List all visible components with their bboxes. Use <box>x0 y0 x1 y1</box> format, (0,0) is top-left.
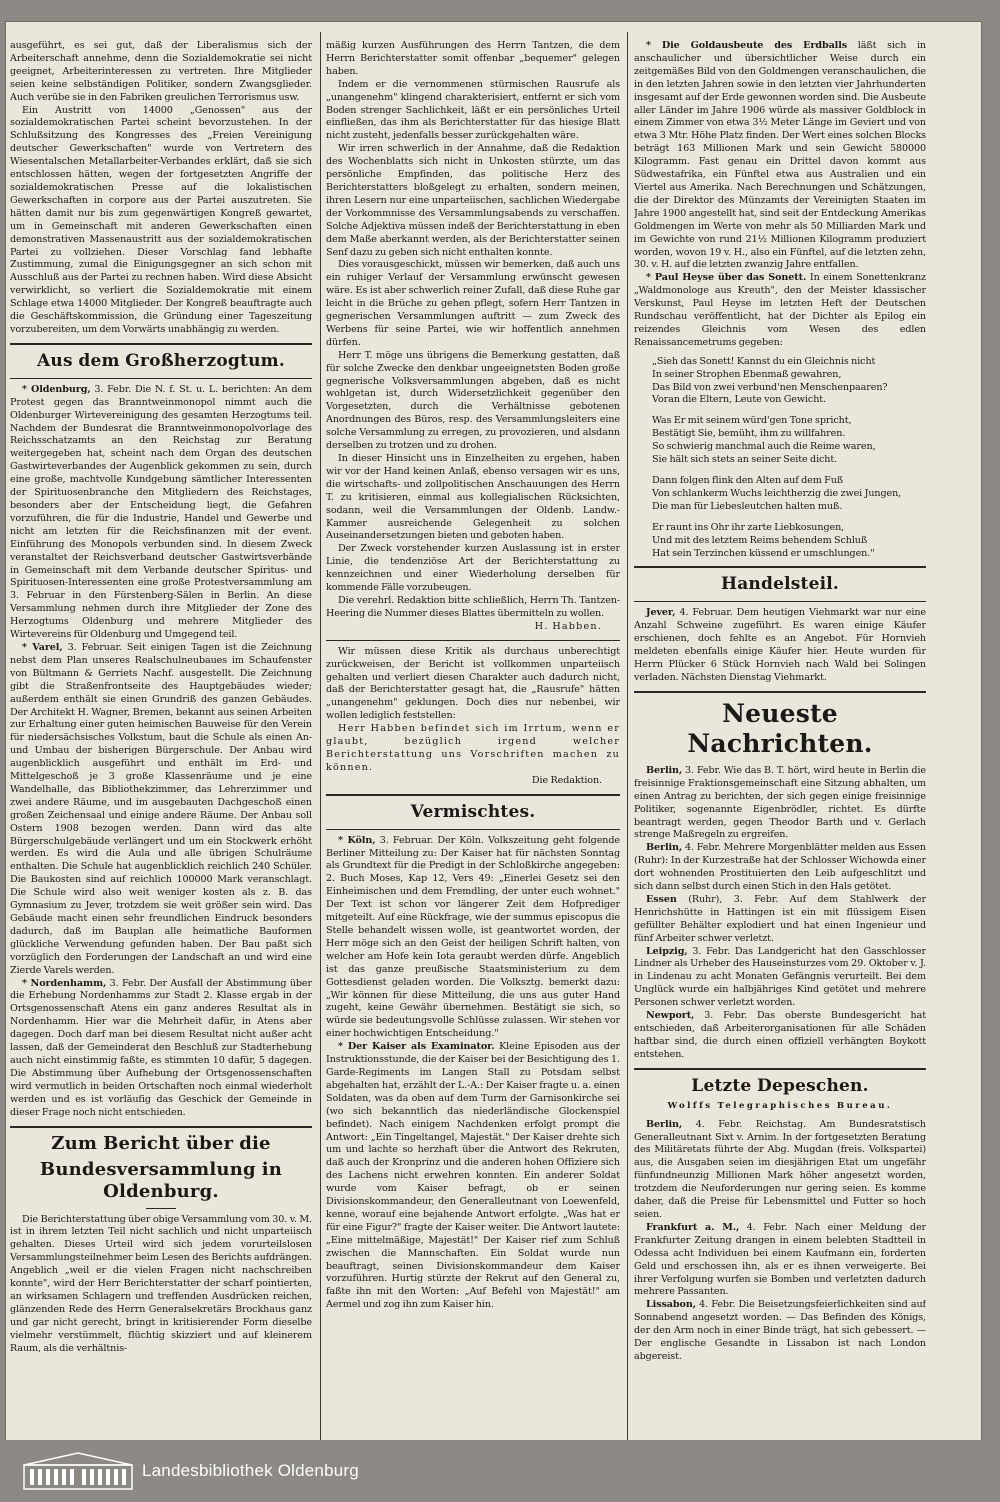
section-heading: Vermischtes. <box>410 801 536 822</box>
dateline: * Nordenhamm, <box>22 977 107 989</box>
dateline: * Oldenburg, <box>22 383 91 395</box>
column-2 <box>326 40 620 1432</box>
news-item <box>634 1299 926 1364</box>
news-text: 3. Febr. Der Ausfall der Abstimmung über die Erhebung Nordenhamms zur Stadt 2. Klasse ergab in der Ortsgenossenschaft Atens ein ganz anderes Resultat als in Nordenhamm. Hier war die Mehrheit dafür, in Atens aber dagegen. Doch darf man bei diesem Resultat nicht außer acht lassen, daß der Gemeinderat den Beschluß zur Stadterhebung auch nicht einstimmig faßte, es stimmten 10 dafür, 5 dagegen. Die Abstimmung über Aufhebung der Ortsgenossenschaften wird vermutlich in beiden Ortschaften noch einmal wiederholt werden und es ist vorläufig das Geschick der Gemeinde in dieser Frage noch nicht entschieden. <box>10 977 312 1118</box>
section-divider <box>326 829 620 830</box>
column-1 <box>10 40 312 1432</box>
news-item <box>634 946 926 1011</box>
poem-line: Hat sein Terzinchen küssend er umschlungen." <box>652 547 875 559</box>
section-divider <box>634 566 926 568</box>
dateline: * Varel, <box>22 641 63 653</box>
poem-line: Bestätigt Sie, bemüht, ihm zu willfahren. <box>652 428 846 440</box>
article-paragraph: Indem er die vernommenen stürmischen Rausrufe als „unangenehm" klingend charakterisiert, entfernt er sich vom Boden strenger Sachlichkeit, läßt er ein persönliches Urteil einfließen, das ihm als Berichterstatter für das hiesige Blatt nicht zusteht, jedenfalls besser zurückgehalten wäre. <box>326 78 620 142</box>
poem-line: Er raunt ins Ohr ihr zarte Liebkosungen, <box>652 521 845 533</box>
news-text: läßt sich in anschaulicher und übersichtlicher Weise durch ein zeitgemäßes Bild von den Goldmengen veranschaulichen, die in den letzten Jahren sowie in den letzten vier Jahrhunderten insgesamt auf der Erde gewonnen worden sind. Die Ausbeute aller Länder im Jahre 1906 würde als massiver Goldblock in einem Zimmer von etwa 3½ Meter Länge im Geviert und von etwa 3 Mtr. Höhe Platz finden. Der Wert eines solchen Blocks beträgt 163 Millionen Mark und sein Gewicht 580000 Kilogramm. Fast genau ein Drittel davon kommt aus Südwestafrika, ein Fünftel etwa aus Australien und ein Viertel aus Amerika. Nach Berechnungen und Schätzungen, die der Direktor des Münzamts der Vereinigten Staaten im Jahre 1900 angestellt hat, sind seit der Entdeckung Amerikas Goldmengen im Werte von mehr als 50 Milliarden Mark und im Gewichte von rund 21½ Millionen Kilogramm produziert worden, wovon 19 v. H., also ein Fünftel, auf die letzten zehn, 30. v. H. auf die letzten zwanzig Jahre entfallen. <box>634 40 926 271</box>
section-divider <box>326 794 620 796</box>
article-paragraph: Herr Habben befindet sich im Irrtum, wenn er glaubt, bezüglich irgend welcher Berichterstattung uns Vorschriften machen zu können. <box>326 723 620 773</box>
news-text: 3. Febr. Wie das B. T. hört, wird heute in Berlin die freisinnige Fraktionsgemeinschaft eine Sitzung abhalten, um einen Antrag zu berichten, der sich gegen einige freisinnige Politiker, sogenannte Eigenbrödler, richtet. Es dürfte beantragt werden, gegen Theodor Barth und v. Gerlach strenge Maßregeln zu ergreifen. <box>634 764 926 841</box>
news-item <box>10 384 312 642</box>
column-rule <box>627 32 628 1440</box>
newspaper-page <box>6 22 981 1440</box>
news-item <box>634 1222 926 1299</box>
news-text: 4. Februar. Dem heutigen Viehmarkt war nur eine Anzahl Schweine zugeführt. Es waren einige Käufer erschienen, doch fehlte es an Angebot. Für Hornvieh meldeten ebenfalls einige Käufer hier. Heute wurden für Herrn Plücker 6 Stück Hornvieh nach Wald bei Solingen verladen. Nächsten Dienstag Viehmarkt. <box>634 607 926 683</box>
article-paragraph: Ein Austritt von 14000 „Genossen" aus der sozialdemokratischen Partei scheint bevorzustehen. In der Schlußsitzung des Kongresses des „Freien Vereinigung deutscher Gewerkschaften" wurde von Vertretern des Wiesentalschen Metallarbeiter-Verbandes erklärt, daß sie sich entschlossen hätten, wegen der fortgesetzten Angriffe der sozialdemokratischen Presse auf die lokalistischen Gewerkschaften in corpore aus der Partei auszutreten. Sie hätten damit nur bis zum gegenwärtigen Kongreß gewartet, um in Gemeinschaft mit anderen Gewerkschaften einen demonstrativen Massenaustritt aus der sozialdemokratischen Partei zu vollziehen. Dieser Vorschlag fand lebhafte Zustimmung, zumal die Einigungsgegner an sich schon mit Ausschluß aus der Partei zu rechnen haben. Wird diese Absicht verwirklicht, so verliert die Sozialdemokratie mit einem Schlage etwa 14000 Mitglieder. Der Kongreß beauftragte auch die Geschäftskommission, die Gründung einer Tageszeitung vorzubereiten, um dem Vorwärts unabhängig zu werden. <box>10 104 312 335</box>
news-item <box>634 765 926 842</box>
poem-line: Und mit des letztem Reims behendem Schluß <box>652 534 868 546</box>
section-heading: Zum Bericht über die <box>51 1132 271 1154</box>
news-item <box>326 835 620 1042</box>
dateline: Lissabon, <box>646 1299 696 1311</box>
section-divider <box>634 1068 926 1070</box>
news-item <box>634 1119 926 1222</box>
news-item <box>634 40 926 272</box>
library-footer <box>0 1440 1000 1502</box>
news-text: 4. Febr. Nach einer Meldung der Frankfurter Zeitung drangen in einem belebten Stadtteil in Odessa acht Individuen bei einem Kaufmann ein, forderten Geld und erschossen ihn, als er es ihnen verweigerte. Bei ihrer Verfolgung wurfen sie Bomben und verletzten dadurch mehrere Passanten. <box>634 1221 926 1298</box>
article-paragraph: In dieser Hinsicht uns in Einzelheiten zu ergehen, haben wir vor der Hand keinen Anlaß, ebenso versagen wir es uns, die wirtschafts- und zollpolitischen Anschauungen des Herrn T. zu kritisieren, einmal aus kollegialischen Rücksichten, sodann, weil die Versammlungen der Oldenb. Landw.-Kammer ausreichende Gelegenheit zu solchen Auseinandersetzungen bieten und geboten haben. <box>326 453 620 542</box>
dateline: Frankfurt a. M., <box>646 1221 740 1233</box>
news-item <box>326 1041 620 1312</box>
dateline: * Der Kaiser als Examinator. <box>338 1041 495 1053</box>
article-paragraph: Dies vorausgeschickt, müssen wir bemerken, daß auch uns ein ruhiger Verlauf der Versammlung erwünscht gewesen wäre. Es ist aber schwerlich reiner Zufall, daß diese Ruhe gar leicht in die Brüche zu gehen pflegt, sofern Herr Tantzen in gegnerischen Versammlungen auftritt — zum Zweck des Werbens für seine Partei, wie wir hoffentlich annehmen dürfen. <box>326 259 620 348</box>
section-divider <box>634 691 926 693</box>
section-heading: Bundesversammlung in Oldenburg. <box>39 1158 283 1202</box>
poem-line: In seiner Strophen Ebenmaß gewahren, <box>652 368 842 380</box>
dateline: Leipzig, <box>646 945 688 957</box>
news-text: 3. Febr. Das oberste Bundesgericht hat entschieden, daß Arbeiterorganisationen für alle Schäden haftbar sind, die durch einen offiziell verhängten Boykott entstehen. <box>634 1010 926 1060</box>
library-building-icon <box>22 1451 134 1491</box>
poem <box>634 356 926 561</box>
news-text: 3. Februar. Der Köln. Volkszeitung geht folgende Berliner Mitteilung zu: Der Kaiser hat für nächsten Sonntag als Grundtext für die Predigt in der Schloßkirche angegeben: 2. Buch Moses, Kap 12, Vers 49: „Einerlei Gesetz sei den Einheimischen und dem Fremdling, der unter euch wohnet." Der Text ist schon vor längerer Zeit dem Hofprediger mitgeteilt. Auf eine Rückfrage, wie der summus episcopus die Stelle behandelt wissen wolle, ist geantwortet worden, der Herr möge sich an den Geist der heiligen Schrift halten, von welcher am Hofe kein Iota geraubt werden dürfe. Angeblich ist das ganze preußische Staatsministerium zu dem Gottesdienst geladen worden. Die Volksztg. bemerkt dazu: „Wir können für diese Mitteilung, die uns aus guter Hand zugeht, keine Gewähr übernehmen. Bestätigt sie sich, so würde sie bedeutungsvolle Schlüsse zulassen. Wir stehen vor einer hochwichtigen Entscheidung." <box>326 834 620 1040</box>
dateline: Berlin, <box>646 764 683 776</box>
dateline: * Die Goldausbeute des Erdballs <box>646 40 848 51</box>
poem-line: So schwierig manchmal auch die Reime waren, <box>652 441 876 453</box>
news-text: 4. Febr. Mehrere Morgenblätter melden aus Essen (Ruhr): In der Kurzestraße hat der Schlosser Wichowda einer dort wohnenden Prostituierten den Leib aufgeschlitzt und sich dann selbst durch einen Stich in den Hals getötet. <box>634 842 926 893</box>
signature: H. Habben. <box>534 620 602 632</box>
poem-line: Von schlankerm Wuchs leichtherzig die zwei Jungen, <box>652 487 902 499</box>
news-item <box>634 842 926 894</box>
column-3 <box>634 40 926 1432</box>
news-text: 4. Febr. Die Beisetzungsfeierlichkeiten sind auf Sonnabend angesetzt worden. — Das Befinden des Königs, der den Arm noch in einer Binde trägt, hat sich gebessert. — Der englische Gesandte in Lissabon ist nach London abgereist. <box>634 1299 926 1362</box>
news-item <box>634 1010 926 1062</box>
news-text: Kleine Episoden aus der Instruktionsstunde, die der Kaiser bei der Besichtigung des 1. Garde-Regiments im Langen Stall zu Potsdam selbst abgehalten hat, erzählt der L.-A.: Der Kaiser fragte u. a. einen Soldaten, was da oben auf dem Turm der Garnisonkirche sei (wo sich bekanntlich das niederländische Glockenspiel befindet). Nach einigem Nachdenken erfolgt prompt die Antwort: „Ein Tingeltangel, Majestät." Der Kaiser drehte sich um und lachte so herzhaft über die Antwort des Rekruten, daß auch der Kronprinz und die anderen hohen Offiziere sich des Lachens nicht erwehren konnten. Ein anderer Soldat wurde vom Kaiser befragt, ob er seinen Divisionskommandeur, den Generalleutnant von Loewenfeld, kenne, worauf eine bejahende Antwort erfolgte. „Was hat er für eine Figur?" fragte der Kaiser weiter. Die Antwort lautete: „Eine mittelmäßige, Majestät!" Der Kaiser rief zum Schluß zwischen die Mannschaften. Ein Soldat wurde nun beauftragt, seinen Divisionskommandeur dem Kaiser vorzuführen. Hurtig stürzte der Rekrut auf den General zu, faßte ihn mit den Worten: „Auf Befehl von Majestät!" am Aermel und zog ihn zum Kaiser hin. <box>326 1041 620 1311</box>
dateline: Newport, <box>646 1010 695 1022</box>
poem-line: Sie hält sich stets an seiner Seite dicht. <box>652 454 838 466</box>
news-text: 3. Februar. Seit einigen Tagen ist die Zeichnung nebst dem Plan unseres Realschulneubaues im Schaufenster von Bültmann & Gerriets Nachf. ausgestellt. Die Zeichnung gibt die Straßenfrontseite des Hauptgebäudes wieder; außerdem enthält sie einen Grundriß des ganzen Gebäudes. Der Architekt H. Wagner, Bremen, bekannt aus seinen Arbeiten zur Erhaltung einer guten heimischen Bauweise für den Verein für niedersächsisches Volkstum, baut die Schule als einen An- und Umbau der bisherigen Bürgerschule. Der Anbau wird augenblicklich ausgeführt und enthält im Erd- und Mittelgeschoß je 3 große Klassenräume und je eine Wandelhalle, das Bibliothekzimmer, das Lehrerzimmer und zwei andere Räume, und im ausgebauten Dachgeschoß einen großen Zeichensaal und einige andere Räume. Der Anbau soll Ostern 1908 bezogen werden. Dann wird das alte Bürgerschulgebäude verlängert und um ein Stockwerk erhöht werden. Es wird die Aula und alle übrigen Schulräume enthalten. Die Schule hat augenblicklich reichlich 240 Schüler. Die Baukosten sind auf reichlich 100000 Mark veranschlagt. Die Schule wird also weit weniger kosten als z. B. das Gymnasium zu Jever, trotzdem sie weit größer sein wird. Das Gebäude macht einen sehr freundlichen Eindruck besonders dadurch, daß im Bauplan alle heimatliche Bauformen glückliche Verwendung gefunden haben. Der Bau paßt sich vorzüglich den Forderungen der Landschaft an und wird eine Zierde Varels werden. <box>10 641 312 976</box>
section-heading: Neueste Nachrichten. <box>687 698 873 758</box>
poem-line: „Sieh das Sonett! Kannst du ein Gleichnis nicht <box>652 355 876 367</box>
news-item <box>634 894 926 946</box>
news-text: (Ruhr), 3. Febr. Auf dem Stahlwerk der Henrichshütte in Hattingen ist ein mit flüssigem Eisen gefüllter Behälter explodiert und hat einen Ingenieur und fünf Arbeiter schwer verletzt. <box>634 893 926 944</box>
news-text: 4. Febr. Reichstag. Am Bundesratstisch Generalleutnant Sixt v. Arnim. In der fortgesetzten Beratung des Militäretats führte der Abg. Mugdan (freis. Volkspartei) aus, die Ausgaben seien im diesjährigen Etat um ungefähr fünfundneunzig Millionen Mark höher angesetzt worden, trotzdem die Neuforderungen nur gering seien. Es komme daher, daß die Preise für Lebensmittel und Futter so hoch seien. <box>634 1118 926 1220</box>
news-text: In einem Sonettenkranz „Waldmonologe aus Kreuth", den der Meister klassischer Verskunst, Paul Heyse im letzten Heft der Deutschen Rundschau veröffentlicht, hat der Dichter als Epilog ein reizendes Gleichnis vom Wesen des edlen Renaissancemetrums gegeben: <box>634 272 926 348</box>
section-divider <box>146 1208 176 1209</box>
article-paragraph: Die verehrl. Redaktion bitte schließlich, Herrn Th. Tantzen-Heering die Nummer dieses Blattes übermitteln zu wollen. <box>326 594 620 619</box>
poem-line: Das Bild von zwei verbund'nen Menschenpaaren? <box>652 381 888 393</box>
article-paragraph: Die Berichterstattung über obige Versammlung vom 30. v. M. ist in ihrem letzten Teil nicht sachlich und nicht unparteiisch gehalten. Dieses Urteil wird sich jedem vorurteilslosen Versammlungsteilnehmer beim Lesen des Berichts aufdrängen. Angeblich „weil er die vielen Fragen nicht nachschreiben konnte", wird der Herr Berichterstatter der scharf pointierten, an wirksamen Schlagern und treffenden Ausdrücken reichen, glänzenden Rede des Herrn Generalsekretärs Brockhaus ganz und gar nicht gerecht, bringt in kritisierender Form dieselbe vielmehr verstümmelt, flüchtig skizziert und auf kleinerem Raum, als die verhältnis- <box>10 1213 312 1354</box>
news-item <box>10 642 312 978</box>
section-divider <box>634 601 926 602</box>
agency-line: Wolffs Telegraphisches Bureau. <box>667 1100 893 1111</box>
dateline: Jever, <box>646 607 676 619</box>
dateline: Berlin, <box>646 842 683 854</box>
dateline: * Paul Heyse über das Sonett. <box>646 272 807 284</box>
section-divider <box>10 378 312 379</box>
section-heading: Handelsteil. <box>720 574 840 595</box>
article-paragraph: Wir irren schwerlich in der Annahme, daß die Redaktion des Wochenblatts sich nicht in Unkosten stürzte, um das persönliche Empfinden, das politische Herz des Berichterstatters bloßgelegt zu erhalten, sondern meinen, ihren Lesern nur eine unparteiischen, sachlichen Wiedergabe der Vorkommnisse des Versammlungsabends zu verschaffen. Solche Adjektiva müssen indeß der Berichterstattung in eben dem Maße aberkannt werden, als der Berichterstatter seinen Senf dazu zu geben sich nicht enthalten konnte. <box>326 143 620 258</box>
poem-line: Was Er mit seinem würd'gen Tone spricht, <box>652 415 852 427</box>
poem-line: Dann folgen flink den Alten auf dem Fuß <box>652 475 844 486</box>
article-paragraph: Wir müssen diese Kritik als durchaus unberechtigt zurückweisen, der Bericht ist vollkommen unparteiisch gehalten und verliert diesen Charakter auch dadurch nicht, daß der Berichterstatter gesagt hat, die „Rausrufe" hätten „unangenehm" geklungen. Doch dies nur nebenbei, wir wollen lediglich feststellen: <box>326 645 620 722</box>
news-text: 3. Febr. Das Landgericht hat den Gasschlosser Lindner als Urheber des Hauseinsturzes vom 29. Oktober v. J. in Lindenau zu acht Monaten Gefängnis verurteilt. Bei dem Unglück wurde ein halbjähriges Kind getötet und mehrere Personen schwer verletzt worden. <box>634 945 926 1009</box>
dateline: * Köln, <box>338 834 376 846</box>
section-divider <box>10 343 312 345</box>
news-item <box>634 272 926 349</box>
news-item <box>634 607 926 684</box>
poem-line: Die man für Liebesleutchen halten muß. <box>652 500 843 512</box>
dateline: Berlin, <box>646 1118 683 1130</box>
article-paragraph: Der Zweck vorstehender kurzen Auslassung ist in erster Linie, die tendenziöse Art der Berichterstattung zu kennzeichnen und einer Wiederholung derselben für kommende Fälle vorzubeugen. <box>326 543 620 594</box>
news-text: 3. Febr. Die N. f. St. u. L. berichten: An dem Protest gegen das Branntweinmonopol nimmt auch die Oldenburger Wirtevereinigung des gesamten Herzogtums teil. Nachdem der Bundesrat die Branntweinmonopolvorlage des Reichsschatzamts an den Reichstag zur Beratung weitergegeben hat, scheint nach dem Organ des deutschen Gastwirteverbandes der Augenblick gekommen zu sein, durch eine große, machtvolle Kundgebung sämtlicher Interessenten der Spirituosenbranche den Mitgliedern des Reichstages, besonders aber der Entscheidung liegt, die Gefahren vorzuführen, die für die Industrie, Handel und Gewerbe und nicht am letzten für die Reichsfinanzen mit der event. Einführung des Monopols verbunden sind. In diesem Zweck veranstaltet der Reichsverband deutscher Gastwirtsverbände in Gemeinschaft mit dem Verbande deutscher Spiritus- und Spirituosen-Interessenten eine große Protestversammlung am 3. Februar in den Fürstenberg-Sälen in Berlin. An diese Versammlung nehmen durch ihre Mitglieder der Zone des Herzogtums Oldenburg und mehrere Mitglieder des Wirtevereins für Oldenburg und Umgegend teil. <box>10 383 312 641</box>
news-item <box>10 978 312 1120</box>
article-paragraph: ausgeführt, es sei gut, daß der Liberalismus sich der Arbeiterschaft annehme, denn die Sozialdemokratie sei nicht geeignet, Arbeiterinteressen zu vertreten. Ihre Mitglieder seien keine selbständigen Politiker, sondern Zwangsglieder. Auch verübe sie in den Fabriken greulichen Terrorismus usw. <box>10 40 312 103</box>
section-divider <box>326 640 620 641</box>
section-heading: Letzte Depeschen. <box>691 1075 869 1096</box>
column-rule <box>320 32 321 1440</box>
section-heading: Aus dem Großherzogtum. <box>37 350 285 371</box>
library-name: Landesbibliothek Oldenburg <box>142 1461 359 1480</box>
signature: Die Redaktion. <box>531 774 602 786</box>
article-paragraph: Herr T. möge uns übrigens die Bemerkung gestatten, daß für solche Zwecke den denkbar ungeeignetsten Boden große gegnerische Volksversammlungen abgeben, daß es nicht wohlgetan ist, durch Widersetzlichkeit gegenüber den Vorgesetzten, durch die Verhältnisse gebotenen Anordnungen des Büros, resp. des Versammlungsleiters eine solche Versammlung zu erregen, zu provozieren, und alsdann derselben zu trotzen und zu drohen. <box>326 349 620 452</box>
section-divider <box>10 1126 312 1128</box>
dateline: Essen <box>646 893 677 905</box>
poem-line: Voran die Eltern, Leute von Gewicht. <box>652 394 826 406</box>
article-paragraph: mäßig kurzen Ausführungen des Herrn Tantzen, die dem Herrn Berichterstatter somit offenbar „bequemer" gelegen haben. <box>326 40 620 77</box>
